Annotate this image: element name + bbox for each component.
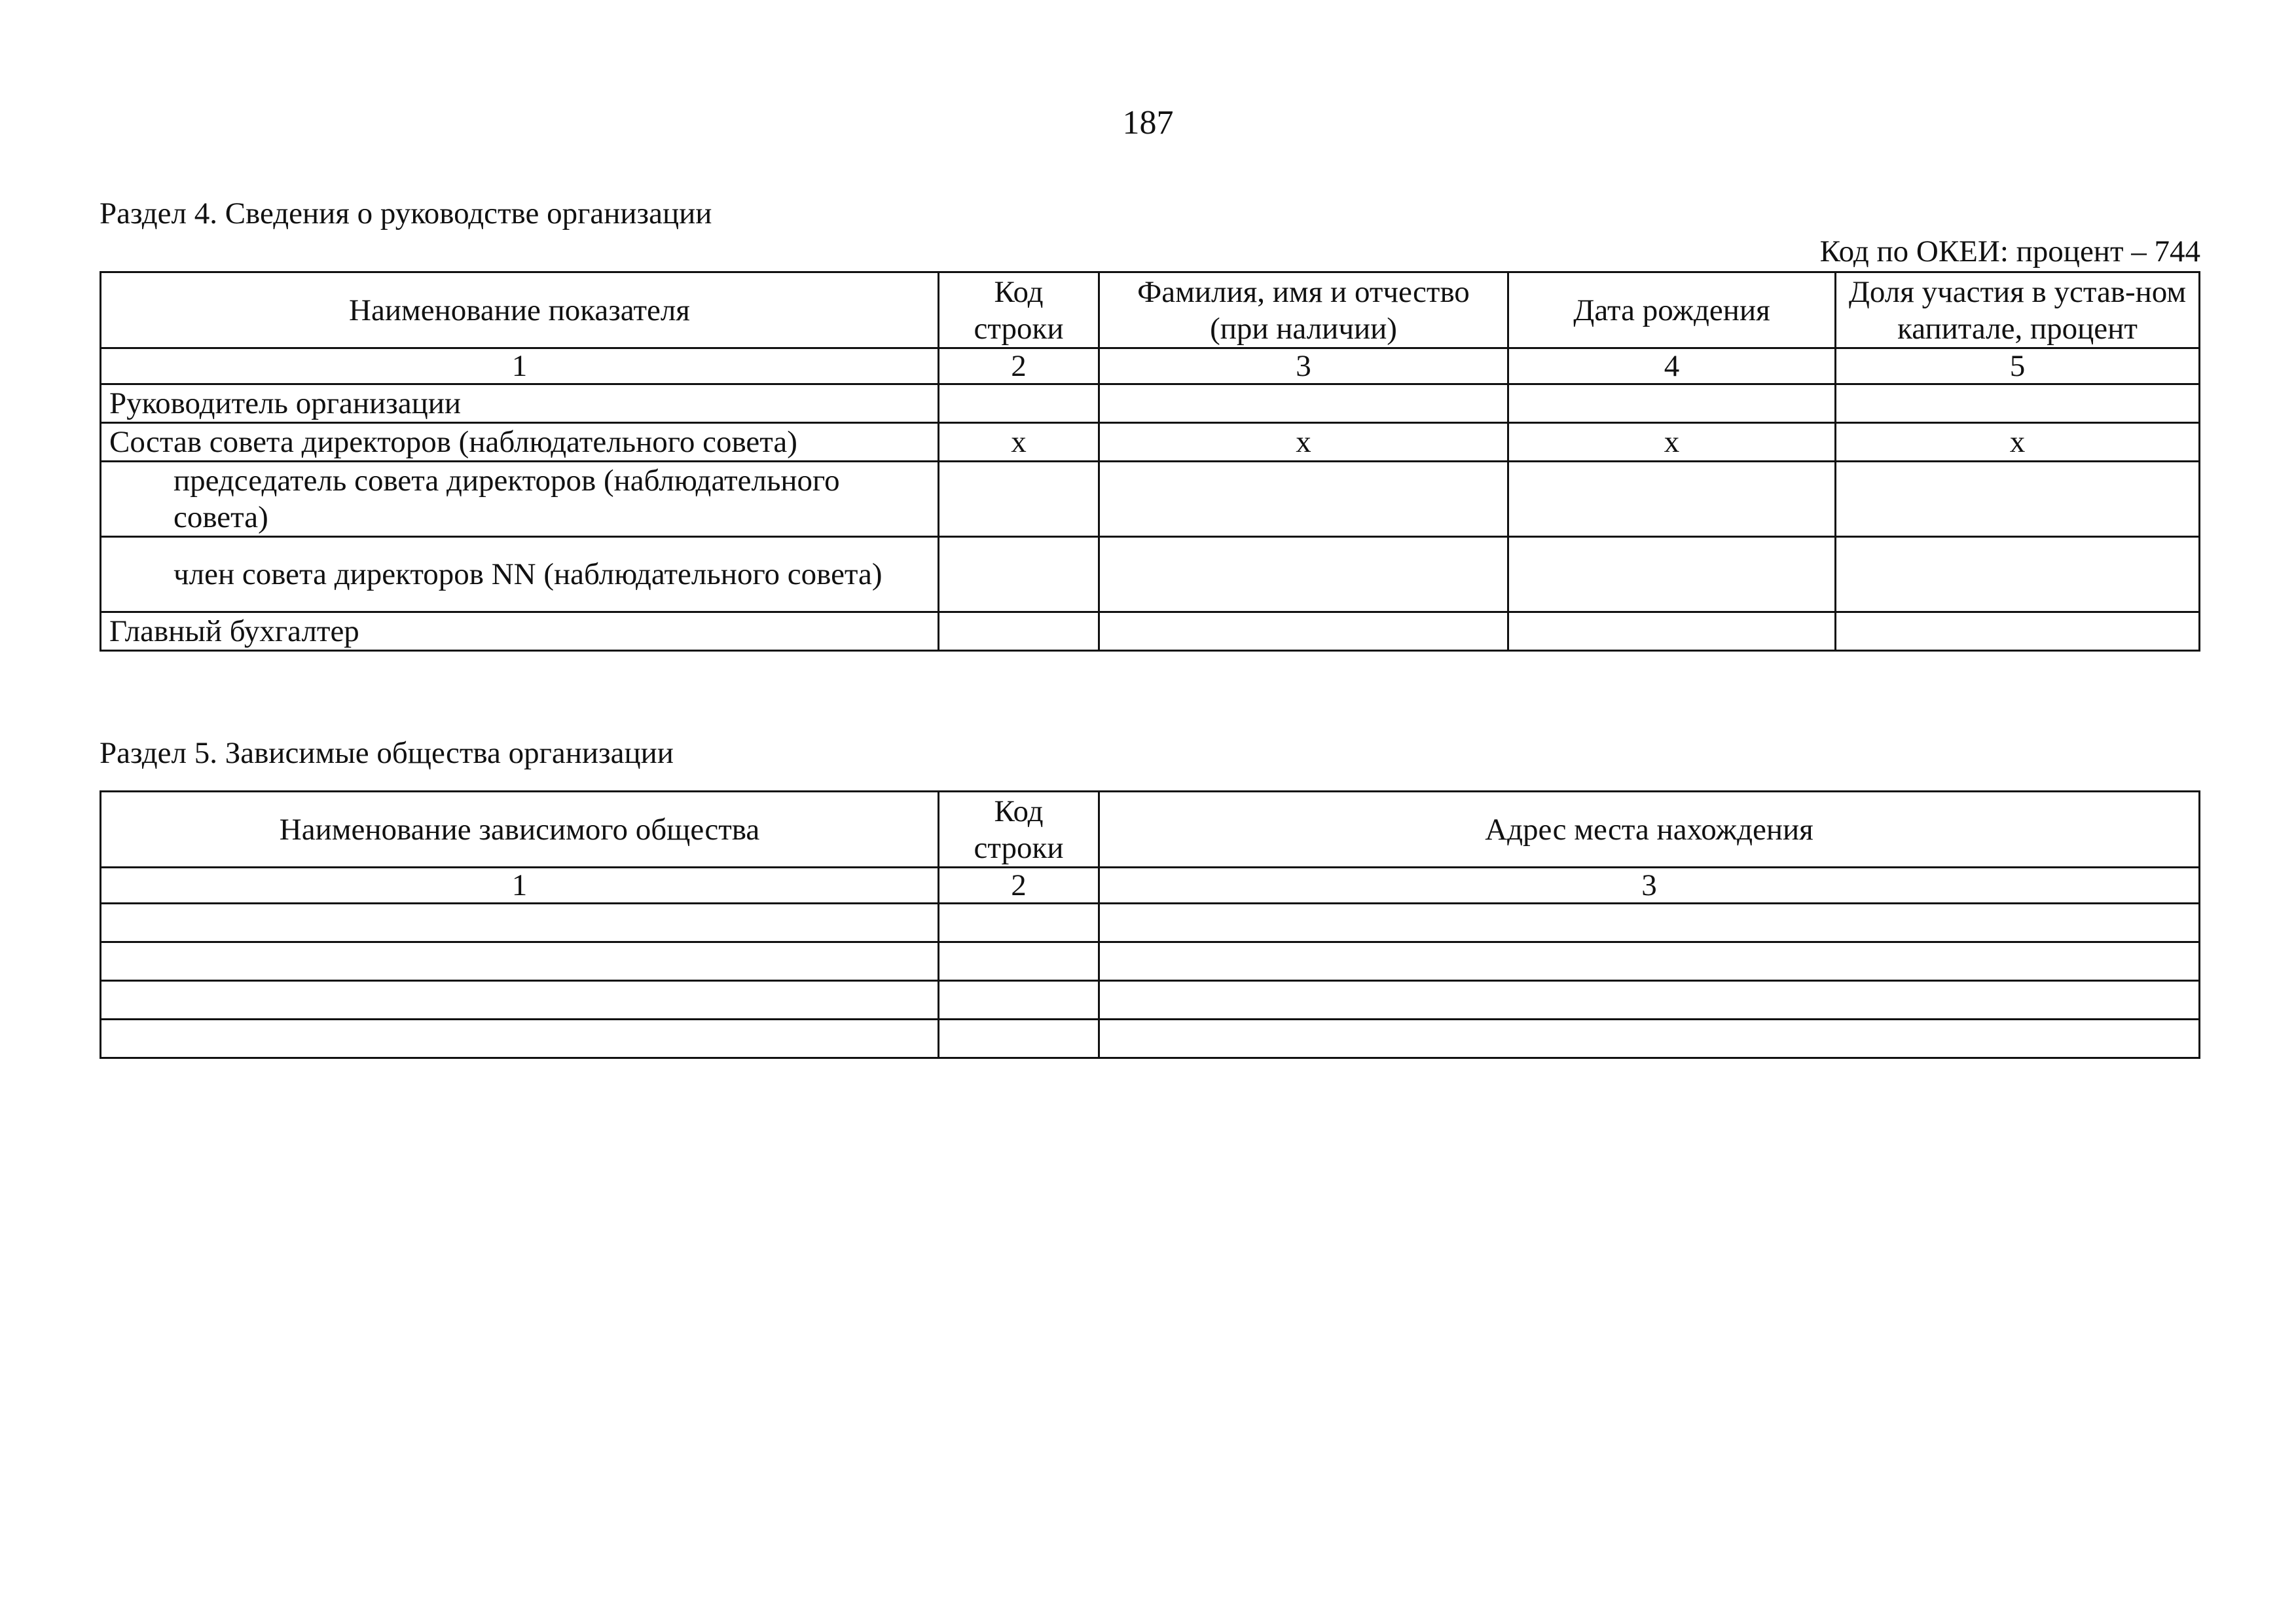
row-code-cell: x (939, 423, 1099, 462)
header-capital-share: Доля участия в устав-ном капитале, процент (1836, 272, 2200, 348)
row-name: Состав совета директоров (наблюдательного совета) (101, 423, 939, 462)
address-cell[interactable] (1099, 981, 2200, 1020)
column-number: 1 (101, 868, 939, 904)
row-full-name-cell[interactable] (1099, 612, 1508, 651)
address-cell[interactable] (1099, 1020, 2200, 1058)
table-row (101, 1020, 2200, 1058)
column-number: 5 (1836, 348, 2200, 384)
column-number-row (101, 348, 2200, 384)
row-birth-date-cell[interactable] (1508, 612, 1836, 651)
row-code-cell[interactable] (939, 384, 1099, 423)
row-full-name-cell[interactable] (1099, 384, 1508, 423)
table-row (101, 423, 2200, 462)
subsidiary-name-cell[interactable] (101, 942, 939, 981)
header-full-name: Фамилия, имя и отчество (при наличии) (1099, 272, 1508, 348)
table-row (101, 612, 2200, 651)
table-row (101, 537, 2200, 612)
table-row (101, 384, 2200, 423)
header-line-code: Код строки (939, 792, 1099, 868)
column-number: 2 (939, 348, 1099, 384)
row-name: член совета директоров NN (наблюдательного совета) (101, 537, 939, 612)
subsidiary-name-cell[interactable] (101, 981, 939, 1020)
line-code-cell[interactable] (939, 942, 1099, 981)
table-row (101, 942, 2200, 981)
column-number: 3 (1099, 348, 1508, 384)
row-code-cell[interactable] (939, 462, 1099, 537)
column-number: 3 (1099, 868, 2200, 904)
header-birth-date: Дата рождения (1508, 272, 1836, 348)
header-line-code: Код строки (939, 272, 1099, 348)
column-number: 1 (101, 348, 939, 384)
row-birth-date-cell[interactable] (1508, 384, 1836, 423)
row-full-name-cell: x (1099, 423, 1508, 462)
row-name: председатель совета директоров (наблюдательного совета) (101, 462, 939, 537)
row-code-cell[interactable] (939, 612, 1099, 651)
row-full-name-cell[interactable] (1099, 462, 1508, 537)
row-share-cell[interactable] (1836, 462, 2200, 537)
address-cell[interactable] (1099, 942, 2200, 981)
section-4-title: Раздел 4. Сведения о руководстве организации (100, 196, 712, 231)
section-4-table (100, 271, 2200, 652)
row-name: Главный бухгалтер (101, 612, 939, 651)
table-row (101, 904, 2200, 942)
row-code-cell[interactable] (939, 537, 1099, 612)
section-5-table (100, 790, 2200, 1059)
section-5-title: Раздел 5. Зависимые общества организации (100, 736, 674, 770)
row-share-cell[interactable] (1836, 612, 2200, 651)
row-birth-date-cell[interactable] (1508, 462, 1836, 537)
line-code-cell[interactable] (939, 904, 1099, 942)
page-number: 187 (1122, 104, 1174, 141)
column-number-row (101, 868, 2200, 904)
okei-code: Код по ОКЕИ: процент – 744 (1819, 234, 2200, 268)
row-name: Руководитель организации (101, 384, 939, 423)
row-birth-date-cell[interactable] (1508, 537, 1836, 612)
line-code-cell[interactable] (939, 1020, 1099, 1058)
table-header-row (101, 272, 2200, 348)
row-share-cell[interactable] (1836, 537, 2200, 612)
row-share-cell: x (1836, 423, 2200, 462)
address-cell[interactable] (1099, 904, 2200, 942)
table-row (101, 981, 2200, 1020)
header-indicator-name: Наименование показателя (101, 272, 939, 348)
column-number: 4 (1508, 348, 1836, 384)
table-row (101, 462, 2200, 537)
column-number: 2 (939, 868, 1099, 904)
subsidiary-name-cell[interactable] (101, 1020, 939, 1058)
line-code-cell[interactable] (939, 981, 1099, 1020)
row-share-cell[interactable] (1836, 384, 2200, 423)
table-header-row (101, 792, 2200, 868)
subsidiary-name-cell[interactable] (101, 904, 939, 942)
header-address: Адрес места нахождения (1099, 792, 2200, 868)
header-subsidiary-name: Наименование зависимого общества (101, 792, 939, 868)
row-full-name-cell[interactable] (1099, 537, 1508, 612)
row-birth-date-cell: x (1508, 423, 1836, 462)
